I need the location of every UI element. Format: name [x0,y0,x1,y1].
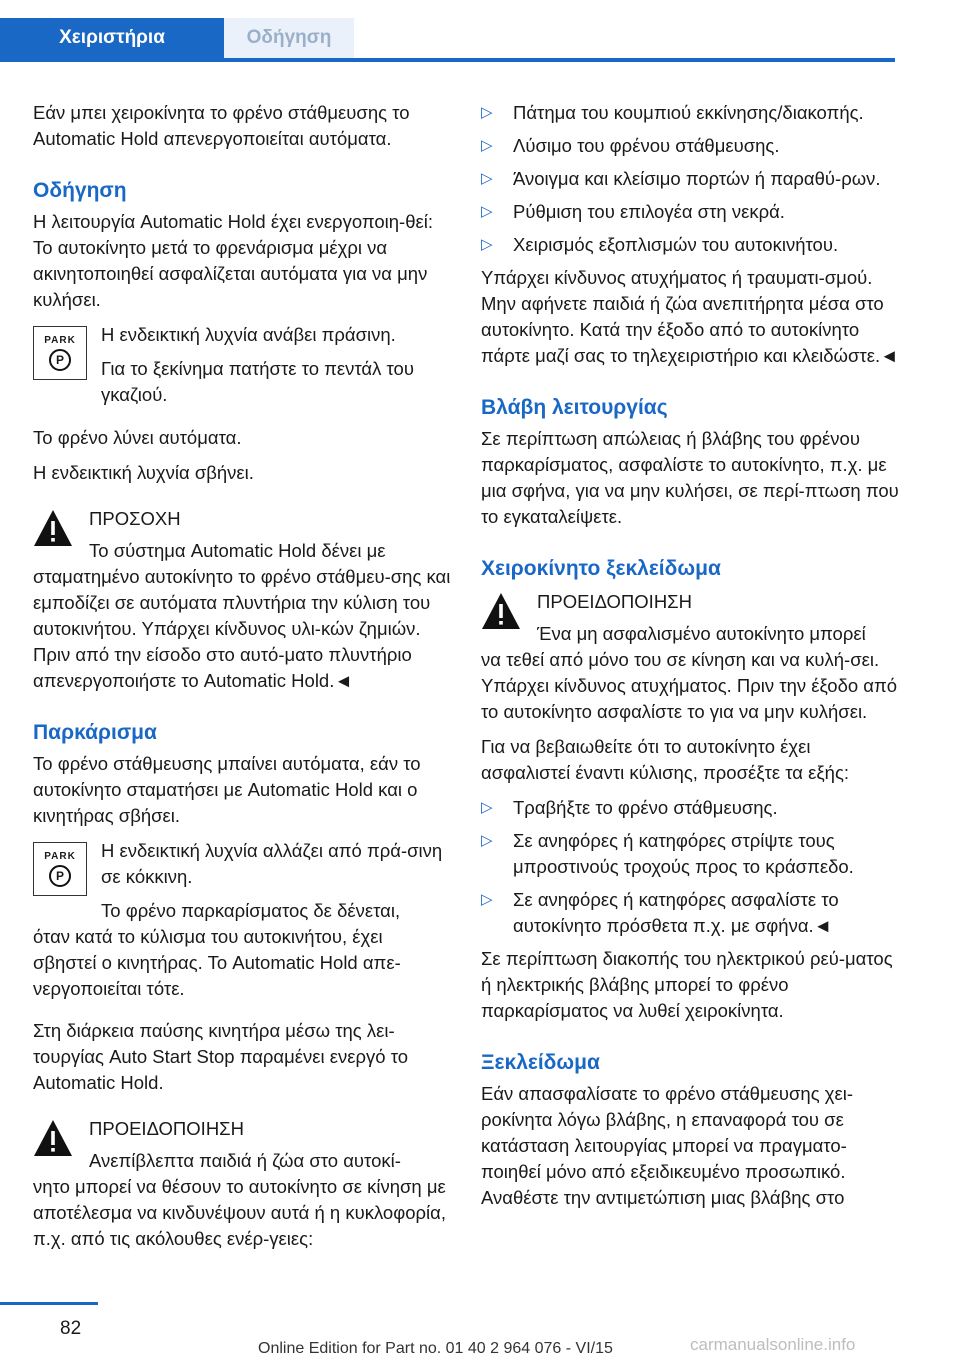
list-triangle-icon: ▷ [481,137,493,154]
heading-unlocking: Ξεκλείδωμα [481,1051,600,1074]
paragraph: Σε περίπτωση απώλειας ή βλάβης του φρένου παρκαρίσματος, ασφαλίστε το αυτοκίνητο, π.χ. με μια σφήνα, για να μην κυλήσει, σε περί‐πτωση που το εγκαταλείψετε. [481,428,899,527]
paragraph: Για το ξεκίνημα πατήστε το πεντάλ του γκαζιού. [101,358,414,405]
list-item: ▷ Χειρισμός εξοπλισμών του αυτοκινήτου. [481,232,899,258]
paragraph: Η ενδεικτική λυχνία ανάβει πράσινη. [101,324,396,345]
paragraph: Για να βεβαιωθείτε ότι το αυτοκίνητο έχει ασφαλιστεί έναντι κύλισης, προσέξτε τα εξής: [481,736,849,783]
caution-block [33,504,451,694]
warning-block [33,1114,451,1252]
park-indicator-symbol: P [49,349,71,371]
list-item: ▷ Τραβήξτε το φρένο στάθμευσης. [481,795,899,821]
caution-title: ΠΡΟΣΟΧΗ [89,508,181,529]
park-indicator-symbol: P [49,865,71,887]
warning-text: να τεθεί από μόνο του σε κίνηση και να κυλή‐σει. Υπάρχει κίνδυνος ατυχήματος. Πριν την έξοδο από το αυτοκίνητο ασφαλίστε το για να μην κυλήσει. [481,649,898,722]
list-item: ▷ Ρύθμιση του επιλογέα στη νεκρά. [481,199,899,225]
page-number: 82 [60,1318,82,1339]
warning-triangle-icon [481,591,521,631]
paragraph: Υπάρχει κίνδυνος ατυχήματος ή τραυματι‐σμού. Μην αφήνετε παιδιά ή ζώα ανεπιτήρητα μέσα στο αυτοκίνητο. Κατά την έξοδο από το αυτοκίνητο πάρτε μαζί σας το τηλεχειριστήριο και κλειδώστε.◄ [481,267,899,366]
tab-controls[interactable]: Χειριστήρια [0,18,224,58]
list-triangle-icon: ▷ [481,236,493,253]
paragraph: Εάν απασφαλίσατε το φρένο στάθμευσης χει‐ροκίνητα λόγω βλάβης, η επαναφορά του σε κατάσταση λειτουργίας μπορεί να πραγματο‐ποιηθεί μόνο από εξειδικευμένο προσωπικό. Αναθέστε την αντιμετώπιση μιας βλάβης στο [481,1083,853,1208]
warning-title: ΠΡΟΕΙΔΟΠΟΙΗΣΗ [89,1118,244,1139]
heading-malfunction: Βλάβη λειτουργίας [481,396,668,419]
edition-text: Online Edition for Part no. 01 40 2 964 076 - VI/15 [258,1340,613,1357]
indicator-note [33,322,451,416]
paragraph: Το φρένο λύνει αυτόματα. [33,427,242,448]
list-item: ▷ Σε ανηφόρες ή κατηφόρες στρίψτε τους μπροστινούς τροχούς προς το κράσπεδο. [481,830,854,877]
list-triangle-icon: ▷ [481,203,493,220]
paragraph: Το φρένο στάθμευσης μπαίνει αυτόματα, εάν το αυτοκίνητο σταματήσει με Automatic Hold και ο κινητήρας σβήσει. [33,753,421,826]
warning-title: ΠΡΟΕΙΔΟΠΟΙΗΣΗ [537,591,692,612]
heading-driving: Οδήγηση [33,179,127,202]
paragraph: Η ενδεικτική λυχνία αλλάζει από πρά‐σινη σε κόκκινη. [101,840,443,887]
list-triangle-icon: ▷ [481,891,493,908]
caution-text: σταματημένο αυτοκίνητο το φρένο στάθμευ‐σης και εμποδίζει σε αυτόματα πλυντήρια την κύλιση του αυτοκινήτου. Υπάρχει κίνδυνος υλι‐κών ζημιών. Πριν από την είσοδο στο αυτό‐ματο πλυντήριο απενεργοποιήστε το Automatic Hold.◄ [33,566,451,691]
header-bar [0,0,895,62]
warning-triangle-icon [33,508,73,548]
right-column [481,100,899,1220]
header-rule [0,58,895,62]
list-item: ▷ Σε ανηφόρες ή κατηφόρες ασφαλίστε το αυτοκίνητο πρόσθετα π.χ. με σφήνα.◄ [481,889,839,936]
list-item: ▷ Πάτημα του κουμπιού εκκίνησης/διακοπής. [481,100,899,126]
footer-rule [0,1302,98,1305]
park-indicator-label: PARK [44,851,76,862]
heading-parking: Παρκάρισμα [33,721,157,744]
warning-text: Ένα μη ασφαλισμένο αυτοκίνητο μπορεί [537,623,866,644]
warning-text: νητο μπορεί να θέσουν το αυτοκίνητο σε κίνηση με αποτέλεσμα να κινδυνέψουν αυτά ή η κυκλοφορία, π.χ. από τις ακόλουθες ενέρ‐γειες: [33,1176,446,1249]
action-list [481,100,899,258]
warning-triangle-icon [33,1118,73,1158]
paragraph: Σε περίπτωση διακοπής του ηλεκτρικού ρεύ‐ματος ή ηλεκτρικής βλάβης μπορεί το φρένο παρκαρίσματος να λυθεί χειροκίνητα. [481,948,893,1021]
park-indicator-label: PARK [44,335,76,346]
park-indicator-icon [33,326,87,380]
list-triangle-icon: ▷ [481,799,493,816]
paragraph: Στη διάρκεια παύσης κινητήρα μέσω της λει‐τουργίας Auto Start Stop παραμένει ενεργό το Automatic Hold. [33,1020,409,1093]
park-indicator-icon [33,842,87,896]
warning-block [481,587,899,725]
list-triangle-icon: ▷ [481,104,493,121]
warning-text: Ανεπίβλεπτα παιδιά ή ζώα στο αυτοκί‐ [89,1150,401,1171]
tab-driving[interactable]: Οδήγηση [224,18,354,58]
paragraph: Το φρένο παρκαρίσματος δε δένεται, [101,900,401,921]
paragraph: Η ενδεικτική λυχνία σβήνει. [33,462,254,483]
paragraph: όταν κατά το κύλισμα του αυτοκινήτου, έχει σβηστεί ο κινητήρας. Το Automatic Hold απε‐νεργοποιείται τότε. [33,926,401,999]
left-column [33,100,451,1261]
securing-list [481,795,899,939]
list-item: ▷ Λύσιμο του φρένου στάθμευσης. [481,133,899,159]
list-triangle-icon: ▷ [481,832,493,849]
list-item: ▷ Άνοιγμα και κλείσιμο πορτών ή παραθύ‐ρων. [481,166,899,192]
watermark: carmanualsonline.info [690,1335,856,1354]
caution-text: Το σύστημα Automatic Hold δένει με [89,540,386,561]
list-triangle-icon: ▷ [481,170,493,187]
paragraph: Εάν μπει χειροκίνητα το φρένο στάθμευσης το Automatic Hold απενεργοποιείται αυτόματα. [33,102,410,149]
heading-manual-release: Χειροκίνητο ξεκλείδωμα [481,557,721,580]
paragraph: Η λειτουργία Automatic Hold έχει ενεργοποιη‐θεί: Το αυτοκίνητο μετά το φρενάρισμα μέχρι να ακινητοποιηθεί ασφαλίζεται αυτόματα για να μην κυλήσει. [33,211,433,310]
indicator-note [33,838,451,924]
